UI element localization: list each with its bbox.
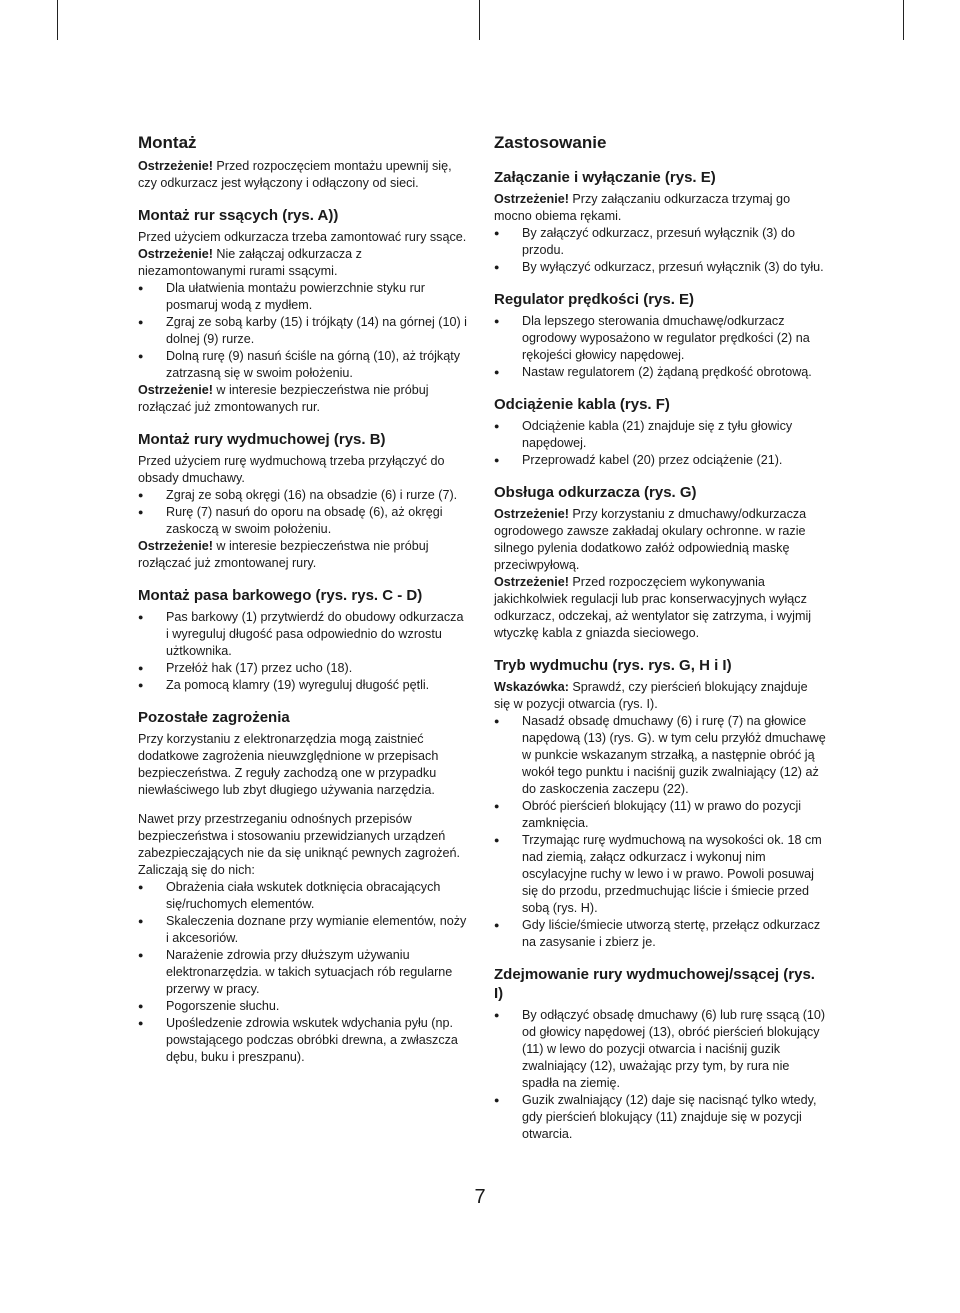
warning-label: Ostrzeżenie!: [494, 507, 569, 521]
crop-mark-left: [57, 0, 58, 40]
list-item: ● Nasadź obsadę dmuchawy (6) i rurę (7) na głowice napędową (13) (rys. G). w tym celu przyłóż dmuchawę w punkcie wskazanym strzałką, a następnie obróć ją wokół tego punktu i naciśnij guzik zwalniający (12) aż do zaskoczenia zaczepu (22).: [494, 713, 826, 798]
page-number: 7: [474, 1186, 486, 1208]
list-item: ● Rurę (7) nasuń do oporu na obsadę (6), aż okręgi zaskoczą w swoim położeniu.: [138, 504, 468, 538]
hint-label: Wskazówka:: [494, 680, 569, 694]
heading-blow-pipe: Montaż rury wydmuchowej (rys. B): [138, 431, 386, 448]
list-item: ● Odciążenie kabla (21) znajduje się z tyłu głowicy napędowej.: [494, 418, 826, 452]
heading-operation: Obsługa odkurzacza (rys. G): [494, 484, 697, 501]
list-item: ● Zgraj ze sobą karby (15) i trójkąty (14) na górnej (10) i dolnej (9) rurze.: [138, 314, 468, 348]
warning-label: Ostrzeżenie!: [494, 575, 569, 589]
bullet-list: [138, 879, 468, 1066]
section-title-zastosowanie: Zastosowanie: [494, 133, 607, 152]
heading-other-hazards: Pozostałe zagrożenia: [138, 709, 290, 726]
bullet-list: [138, 280, 468, 382]
list-item: ● Guzik zwalniający (12) daje się nacisnąć tylko wtedy, gdy pierścień blokujący (11) znajduje się w pozycji otwarcia.: [494, 1092, 826, 1143]
list-item: ● Narażenie zdrowia przy dłuższym używaniu elektronarzędzia. w takich sytuacjach rób regularne przerwy w pracy.: [138, 947, 468, 998]
warning-text: Przed rozpoczęciem montażu upewnij się, czy odkurzacz jest wyłączony i odłączony od sieci.: [138, 159, 452, 190]
list-item: ● By załączyć odkurzacz, przesuń wyłącznik (3) do przodu.: [494, 225, 826, 259]
warning-label: Ostrzeżenie!: [138, 539, 213, 553]
heading-switch-on-off: Załączanie i wyłączanie (rys. E): [494, 169, 716, 186]
list-item: ● Dla ułatwienia montażu powierzchnie styku rur posmaruj wodą z mydłem.: [138, 280, 468, 314]
warning-text: w interesie bezpieczeństwa nie próbuj rozłączać już zmontowanej rury.: [138, 539, 429, 570]
list-item: ● Dla lepszego sterowania dmuchawę/odkurzacz ogrodowy wyposażono w regulator prędkości (2) na rękojeści głowicy napędowej.: [494, 313, 826, 364]
list-item: ● Skaleczenia doznane przy wymianie elementów, noży i akcesoriów.: [138, 913, 468, 947]
list-item: ● Trzymając rurę wydmuchową na wysokości ok. 18 cm nad ziemią, załącz odkurzacz i wykonuj nim oscylacyjne ruchy w lewo i w prawo. Powoli posuwaj się do przodu, przedmuchując liście i śmiecie przed sobą (rys. H).: [494, 832, 826, 917]
heading-pipe-removal: Zdejmowanie rury wydmuchowej/ssącej (rys. I): [494, 966, 815, 1002]
warning-label: Ostrzeżenie!: [138, 247, 213, 261]
warning-label: Ostrzeżenie!: [138, 383, 213, 397]
hint-text: Sprawdź, czy pierścień blokujący znajduje się w pozycji otwarcia (rys. I).: [494, 680, 808, 711]
list-item: ● Przełóż hak (17) przez ucho (18).: [138, 660, 468, 677]
bullet-list: [494, 313, 826, 381]
paragraph-warning: [494, 191, 826, 225]
paragraph-warning: [138, 538, 468, 572]
heading-blow-mode: Tryb wydmuchu (rys. rys. G, H i I): [494, 657, 732, 674]
left-column: [138, 132, 468, 1066]
paragraph-intro: Przed użyciem rurę wydmuchową trzeba przyłączyć do obsady dmuchawy.: [138, 454, 445, 485]
list-item: ● Za pomocą klamry (19) wyreguluj długość pętli.: [138, 677, 468, 694]
right-column: [494, 132, 826, 1143]
paragraph-warning: [138, 382, 468, 416]
list-item: ● Gdy liście/śmiecie utworzą stertę, przełącz odkurzacz na zasysanie i zbierz je.: [494, 917, 826, 951]
paragraph-warning: [494, 506, 826, 574]
warning-text: Przy załączaniu odkurzacza trzymaj go mocno obiema rękami.: [494, 192, 791, 223]
warning-label: Ostrzeżenie!: [138, 159, 213, 173]
warning-text: Przed rozpoczęciem wykonywania jakichkolwiek regulacji lub prac konserwacyjnych wyłącz odkurzacz, odczekaj, aż wentylator się zatrzyma, i wyjmij wtyczkę kabla z gniazda sieciowego.: [494, 575, 812, 640]
bullet-list: [494, 1007, 826, 1143]
bullet-list: [494, 713, 826, 951]
heading-suction-pipes: Montaż rur ssących (rys. A)): [138, 207, 339, 224]
list-item: ● Upośledzenie zdrowia wskutek wdychania pyłu (np. powstającego podczas obróbki drewna, a zwłaszcza dębu, buku i preszpanu).: [138, 1015, 468, 1066]
section-title-montaz: Montaż: [138, 133, 197, 152]
warning-label: Ostrzeżenie!: [494, 192, 569, 206]
warning-text: Nie załączaj odkurzacza z niezamontowanymi rurami ssącymi.: [138, 247, 362, 278]
bullet-list: [494, 418, 826, 469]
list-item: ● Pas barkowy (1) przytwierdź do obudowy odkurzacza i wyreguluj długość pasa odpowiednio do wzrostu użtkownika.: [138, 609, 468, 660]
crop-mark-right: [903, 0, 904, 40]
list-item: ● Nastaw regulatorem (2) żądaną prędkość obrotową.: [494, 364, 826, 381]
paragraph-intro: Przed użyciem odkurzacza trzeba zamontować rury ssące.: [138, 230, 467, 244]
warning-text: w interesie bezpieczeństwa nie próbuj rozłączać już zmontowanych rur.: [138, 383, 429, 414]
bullet-list: [138, 487, 468, 538]
paragraph-warning: [494, 574, 826, 642]
crop-mark-center: [479, 0, 480, 40]
heading-shoulder-strap: Montaż pasa barkowego (rys. rys. C - D): [138, 587, 423, 604]
list-item: ● Pogorszenie słuchu.: [138, 998, 468, 1015]
list-item: ● Zgraj ze sobą okręgi (16) na obsadzie (6) i rurze (7).: [138, 487, 468, 504]
paragraph-warning: [138, 246, 468, 280]
bullet-list: [138, 609, 468, 694]
paragraph-hint: [494, 679, 826, 713]
list-item: ● Dolną rurę (9) nasuń ściśle na górną (10), aż trójkąty zatrzasną się w swoim położeniu.: [138, 348, 468, 382]
list-item: ● Przeprowadź kabel (20) przez odciążenie (21).: [494, 452, 826, 469]
list-item: ● By odłączyć obsadę dmuchawy (6) lub rurę ssącą (10) od głowicy napędowej (13), obróć pierścień blokujący (11) w lewo do pozycji otwarcia i naciśnij guzik zwalniający (12), uważając przy tym, by rura nie spadła na ziemię.: [494, 1007, 826, 1092]
warning-text: Przy korzystaniu z dmuchawy/odkurzacza ogrodowego zawsze zakładaj okulary ochronne. w razie silnego pylenia dodatkowo załóż odpowiednią maskę przeciwpyłową.: [494, 507, 807, 572]
paragraph-hazards: Przy korzystaniu z elektronarzędzia mogą zaistnieć dodatkowe zagrożenia nieuwzględnione w przepisach bezpieczeństwa. Z reguły zachodzą one w przypadku niewłaściwego lub zbyt długiego używania narzędzia.: [138, 732, 439, 797]
bullet-list: [494, 225, 826, 276]
heading-cable-relief: Odciążenie kabla (rys. F): [494, 396, 670, 413]
paragraph-hazards: Nawet przy przestrzeganiu odnośnych przepisów bezpieczeństwa i stosowaniu przewidzianych urządzeń zabezpieczających nie da się uniknąć pewnych zagrożeń. Zaliczają się do nich:: [138, 812, 461, 877]
list-item: ● Obrażenia ciała wskutek dotknięcia obracających się/ruchomych elementów.: [138, 879, 468, 913]
paragraph-warning: [138, 158, 468, 192]
list-item: ● By wyłączyć odkurzacz, przesuń wyłącznik (3) do tyłu.: [494, 259, 826, 276]
list-item: ● Obróć pierścień blokujący (11) w prawo do pozycji zamknięcia.: [494, 798, 826, 832]
heading-speed-regulator: Regulator prędkości (rys. E): [494, 291, 695, 308]
